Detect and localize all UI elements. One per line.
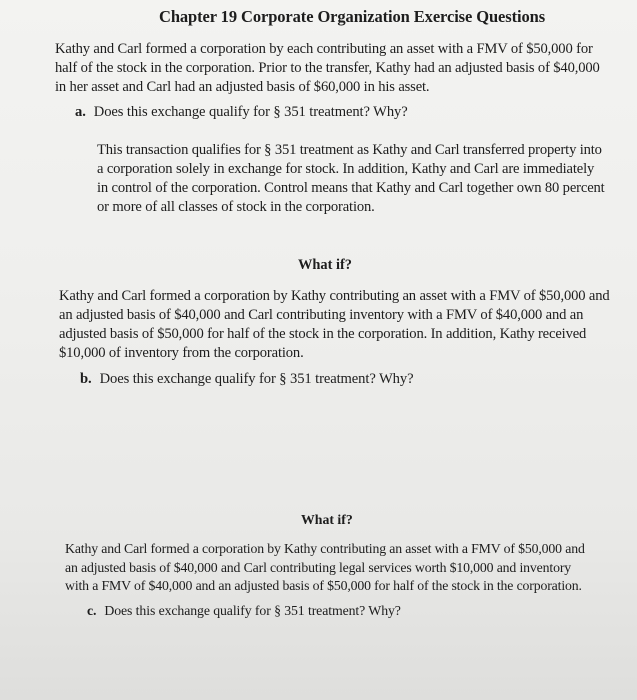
intro-line: Kathy and Carl formed a corporation by each contributing an asset with a FMV of $50,000 for	[55, 41, 593, 57]
intro-line: in her asset and Carl had an adjusted basis of $60,000 in his asset.	[55, 79, 430, 95]
question-a	[75, 104, 408, 121]
scenario-c-paragraph	[65, 540, 585, 596]
answer-a-line: in control of the corporation. Control means that Kathy and Carl together own 80 percent	[97, 180, 605, 196]
scenario-b-line: an adjusted basis of $40,000 and Carl contributing inventory with a FMV of $40,000 and an	[59, 307, 584, 323]
answer-a-line: a corporation solely in exchange for stock. In addition, Kathy and Carl are immediately	[97, 161, 595, 177]
question-b	[80, 371, 413, 388]
scenario-c-line: an adjusted basis of $40,000 and Carl contributing legal services worth $10,000 and inventory	[65, 559, 572, 575]
page-title: Chapter 19 Corporate Organization Exercise Questions	[159, 7, 546, 26]
question-c	[87, 603, 401, 619]
intro-paragraph	[55, 40, 600, 97]
scenario-c-line: Kathy and Carl formed a corporation by Kathy contributing an asset with a FMV of $50,000 and	[65, 541, 585, 556]
question-c-text: Does this exchange qualify for § 351 treatment? Why?	[104, 603, 401, 618]
question-b-letter: b.	[80, 371, 92, 387]
question-a-letter: a.	[75, 104, 86, 120]
answer-a-line: or more of all classes of stock in the corporation.	[97, 199, 375, 215]
question-b-text: Does this exchange qualify for § 351 treatment? Why?	[99, 371, 414, 387]
scenario-c-line: with a FMV of $40,000 and an adjusted basis of $50,000 for half of the stock in the corporation.	[65, 578, 582, 593]
question-a-text: Does this exchange qualify for § 351 treatment? Why?	[93, 104, 408, 120]
answer-a-paragraph	[97, 141, 605, 217]
scenario-b-paragraph	[59, 287, 610, 363]
scenario-b-line: adjusted basis of $50,000 for half of the stock in the corporation. In addition, Kathy received	[59, 326, 587, 342]
scenario-b-line: Kathy and Carl formed a corporation by Kathy contributing an asset with a FMV of $50,000 and	[59, 288, 610, 304]
what-if-heading-1: What if?	[298, 257, 352, 273]
question-c-letter: c.	[87, 603, 97, 618]
intro-line: half of the stock in the corporation. Prior to the transfer, Kathy had an adjusted basis of $40,000	[55, 60, 600, 76]
what-if-heading-2: What if?	[301, 512, 353, 527]
scenario-b-line: $10,000 of inventory from the corporation.	[59, 345, 304, 361]
answer-a-line: This transaction qualifies for § 351 treatment as Kathy and Carl transferred property into	[97, 142, 602, 158]
